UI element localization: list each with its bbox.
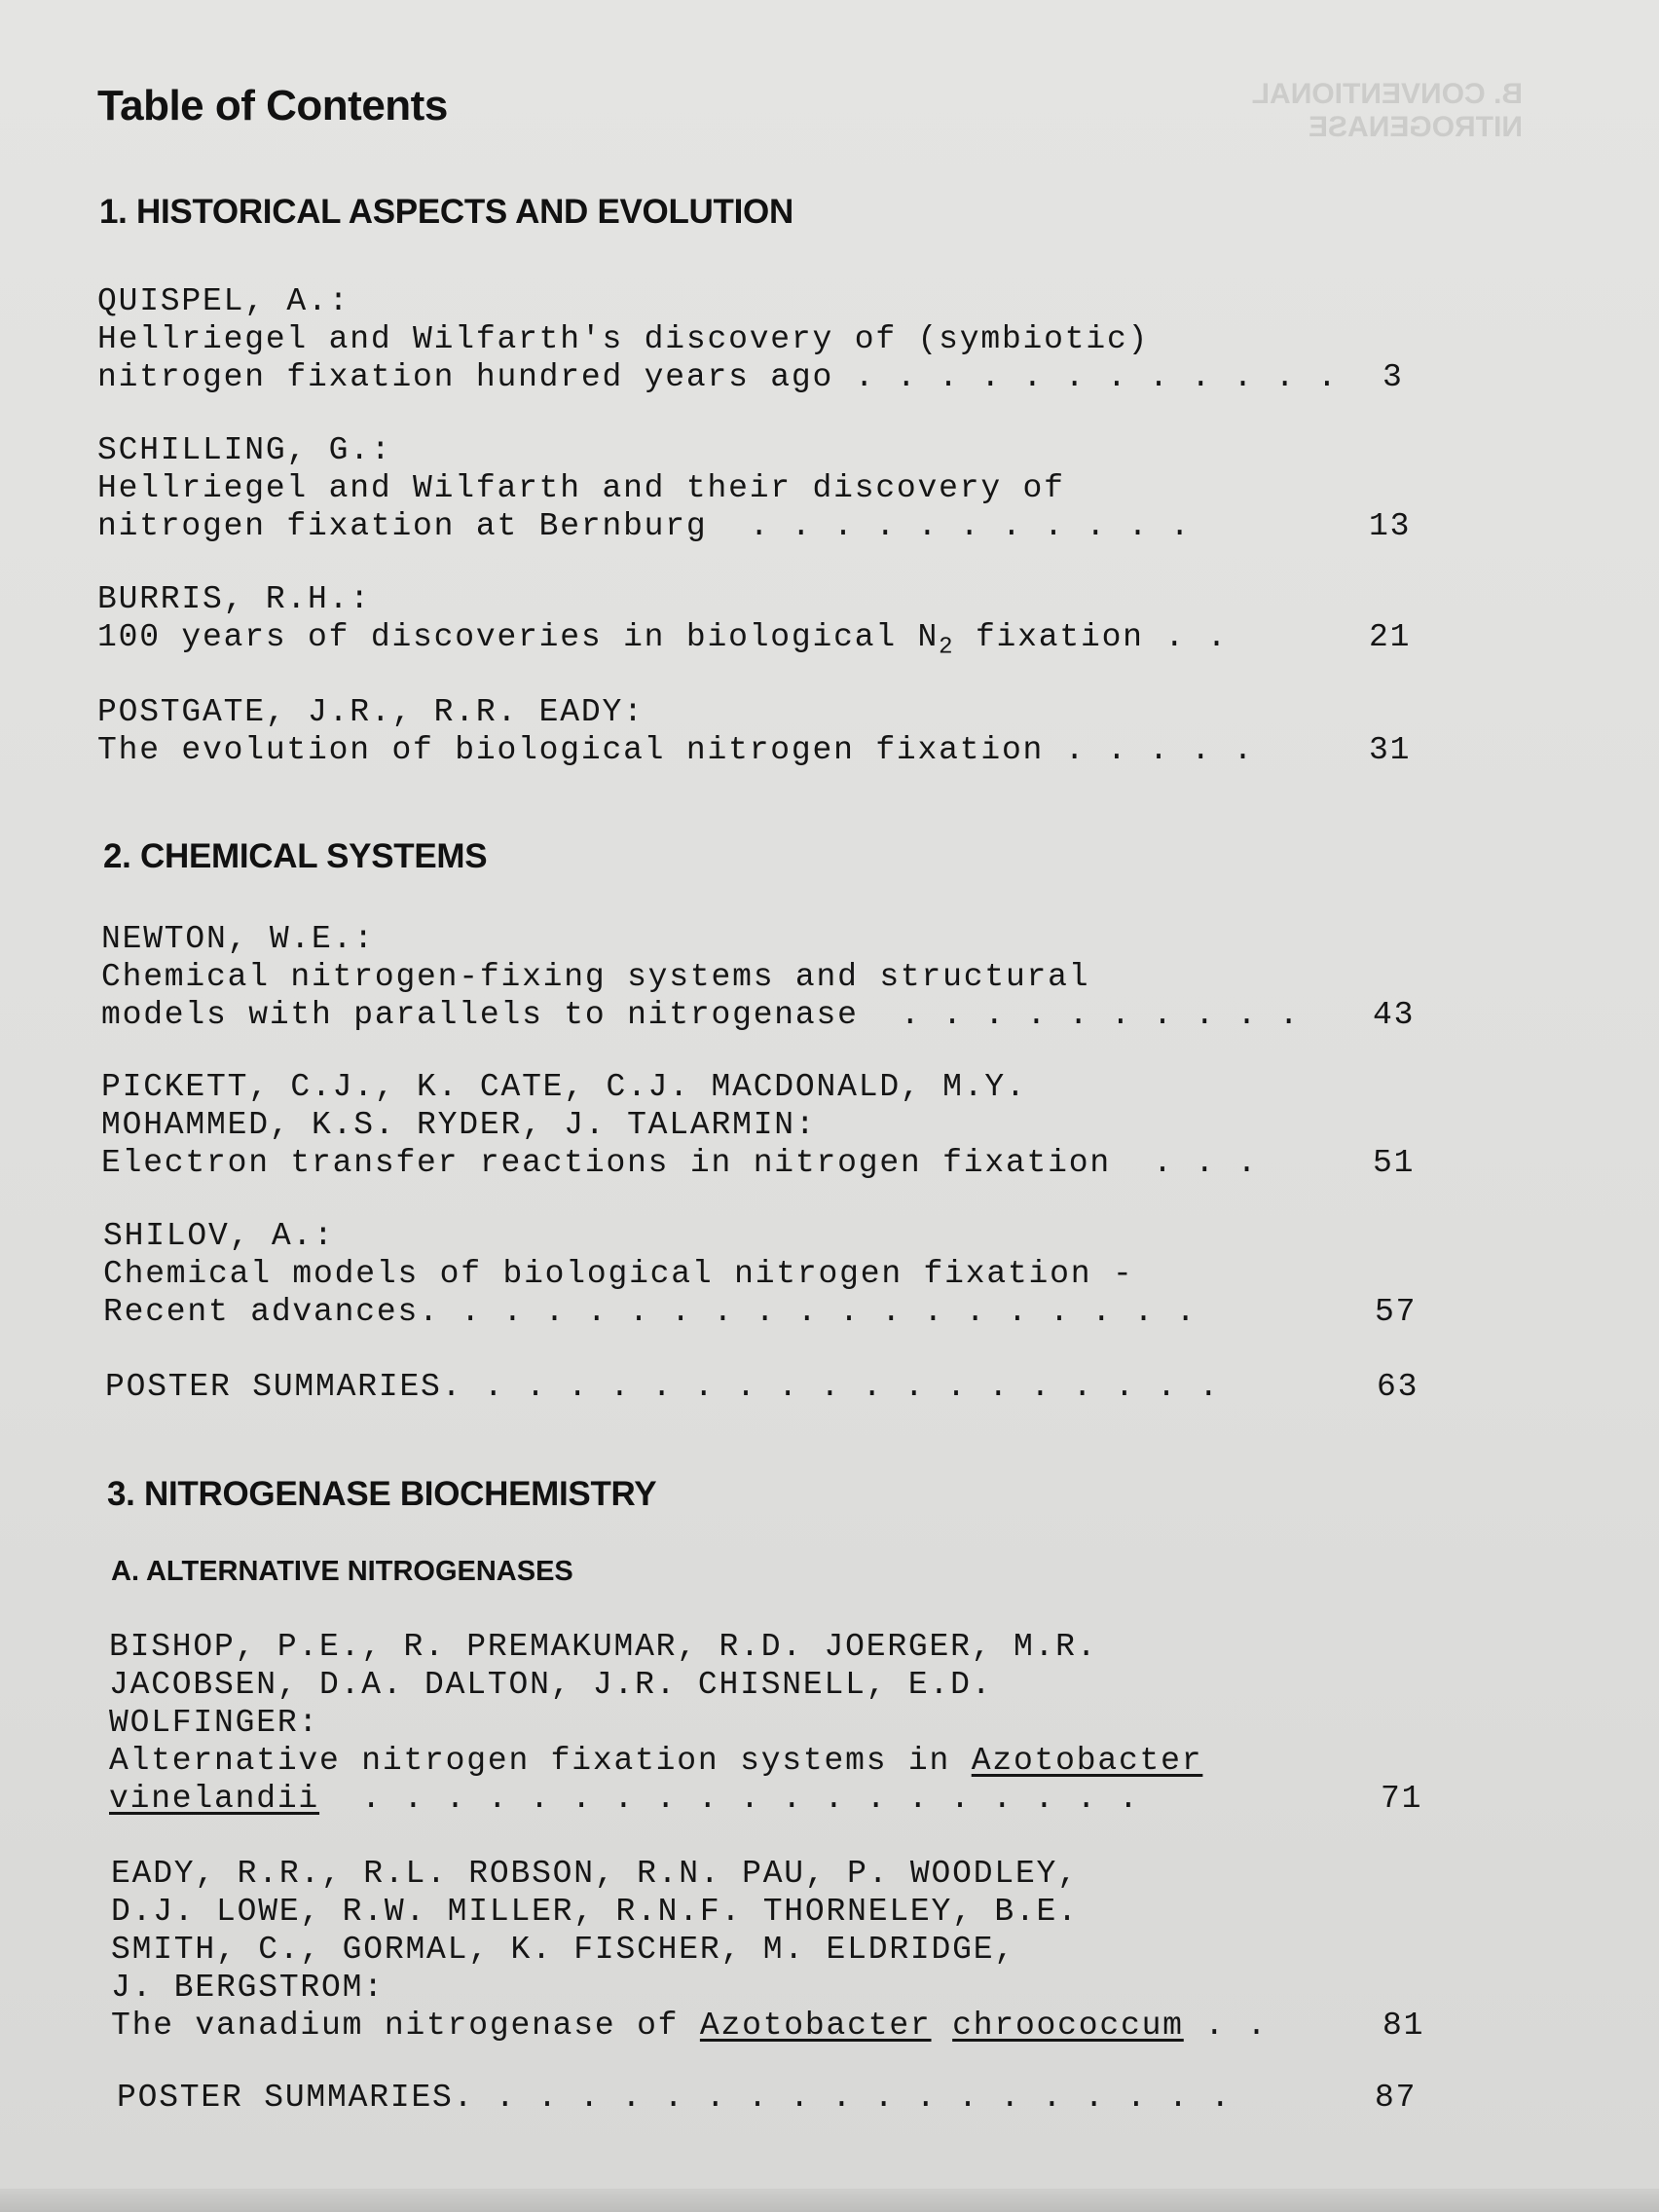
toc-entry-schilling[interactable] <box>97 431 1480 545</box>
entry-authors: NEWTON, W.E.: <box>101 921 375 957</box>
entry-title-line: The vanadium nitrogenase of Azotobacter chroococcum . . 81 <box>111 2008 1425 2044</box>
entry-authors: EADY, R.R., R.L. ROBSON, R.N. PAU, P. WOODLEY, <box>111 1856 1079 1892</box>
entry-authors: POSTGATE, J.R., R.R. EADY: <box>97 694 645 730</box>
page-bottom-edge <box>0 2189 1659 2212</box>
species-name: Azotobacter <box>699 2008 932 2044</box>
species-name: chroococcum <box>952 2008 1184 2044</box>
subscript-2: 2 <box>939 634 955 661</box>
entry-page-number: 71 <box>1381 1781 1423 1817</box>
section-heading-chemical: 2. CHEMICAL SYSTEMS <box>103 837 488 875</box>
species-name: Azotobacter <box>971 1743 1203 1779</box>
entry-title-line: POSTER SUMMARIES. . . . . . . . . . . . . . . . . . . 63 <box>105 1369 1419 1405</box>
subsection-heading-alternative: A. ALTERNATIVE NITROGENASES <box>111 1556 573 1587</box>
entry-title-line: 100 years of discoveries in biological $N_2$ fixation . . 21 <box>97 619 1412 661</box>
section-heading-nitrogenase: 3. NITROGENASE BIOCHEMISTRY <box>107 1475 657 1513</box>
entry-title-line: models with parallels to nitrogenase . . . . . . . . . . 43 <box>101 997 1416 1033</box>
entry-title-line: POSTER SUMMARIES. . . . . . . . . . . . . . . . . . . 87 <box>117 2080 1418 2116</box>
entry-title-line: nitrogen fixation at Bernburg . . . . . . . . . . . 13 <box>97 508 1412 544</box>
entry-page-number: 13 <box>1369 508 1412 544</box>
entry-title-line: Chemical nitrogen-fixing systems and structural <box>101 959 1090 995</box>
entry-page-number: 87 <box>1375 2080 1418 2116</box>
toc-entry-eady[interactable] <box>111 1855 1493 2045</box>
toc-entry-quispel[interactable] <box>97 282 1480 396</box>
entry-page-number: 31 <box>1369 732 1412 768</box>
entry-title-line: Recent advances. . . . . . . . . . . . . . . . . . . 57 <box>103 1294 1418 1330</box>
section-heading-historical: 1. HISTORICAL ASPECTS AND EVOLUTION <box>99 193 793 231</box>
entry-title-line: Hellriegel and Wilfarth and their discovery of <box>97 470 1065 506</box>
entry-authors: JACOBSEN, D.A. DALTON, J.R. CHISNELL, E.D. <box>109 1667 993 1703</box>
toc-entry-shilov[interactable] <box>103 1217 1486 1331</box>
entry-title-line: Chemical models of biological nitrogen fixation - <box>103 1256 1134 1292</box>
toc-entry-burris[interactable] <box>97 580 1480 661</box>
entry-authors: BURRIS, R.H.: <box>97 581 371 617</box>
entry-title-line: Hellriegel and Wilfarth's discovery of (symbiotic) <box>97 321 1150 357</box>
entry-title-line: vinelandii . . . . . . . . . . . . . . . . . . . 71 <box>109 1781 1423 1817</box>
entry-page-number: 57 <box>1375 1294 1418 1330</box>
entry-authors: QUISPEL, A.: <box>97 283 350 319</box>
bleed-through-header: B. CONVENTIONAL NITROGENASE <box>1252 78 1523 143</box>
entry-authors: SMITH, C., GORMAL, K. FISCHER, M. ELDRIDGE, <box>111 1932 1015 1968</box>
entry-authors: WOLFINGER: <box>109 1705 320 1741</box>
entry-page-number: 51 <box>1373 1145 1416 1181</box>
page-title: Table of Contents <box>97 82 448 129</box>
entry-title-line: Electron transfer reactions in nitrogen fixation . . . 51 <box>101 1145 1416 1181</box>
entry-page-number: 3 <box>1382 359 1404 395</box>
entry-authors: SCHILLING, G.: <box>97 432 392 468</box>
entry-title-line: Alternative nitrogen fixation systems in Azotobacter <box>109 1743 1203 1779</box>
entry-authors: J. BERGSTROM: <box>111 1970 385 2006</box>
toc-entry-postgate[interactable] <box>97 693 1480 769</box>
entry-authors: D.J. LOWE, R.W. MILLER, R.N.F. THORNELEY, B.E. <box>111 1894 1079 1930</box>
toc-entry-pickett[interactable] <box>101 1068 1484 1182</box>
entry-title-line: The evolution of biological nitrogen fixation . . . . . 31 <box>97 732 1412 768</box>
species-name: vinelandii <box>109 1781 320 1817</box>
entry-title-line: nitrogen fixation hundred years ago . . . . . . . . . . . . 3 <box>97 359 1404 395</box>
toc-entry-newton[interactable] <box>101 920 1484 1034</box>
entry-authors: SHILOV, A.: <box>103 1218 335 1254</box>
entry-authors: MOHAMMED, K.S. RYDER, J. TALARMIN: <box>101 1107 817 1143</box>
entry-page-number: 43 <box>1373 997 1416 1033</box>
toc-entry-bishop[interactable] <box>109 1628 1492 1818</box>
toc-entry-poster-summaries-2[interactable] <box>105 1368 1488 1406</box>
entry-page-number: 21 <box>1369 619 1412 655</box>
entry-authors: BISHOP, P.E., R. PREMAKUMAR, R.D. JOERGER, M.R. <box>109 1629 1098 1665</box>
entry-page-number: 63 <box>1377 1369 1419 1405</box>
entry-page-number: 81 <box>1382 2008 1425 2044</box>
toc-entry-poster-summaries-3[interactable] <box>117 2079 1499 2117</box>
entry-authors: PICKETT, C.J., K. CATE, C.J. MACDONALD, M.Y. <box>101 1069 1027 1105</box>
